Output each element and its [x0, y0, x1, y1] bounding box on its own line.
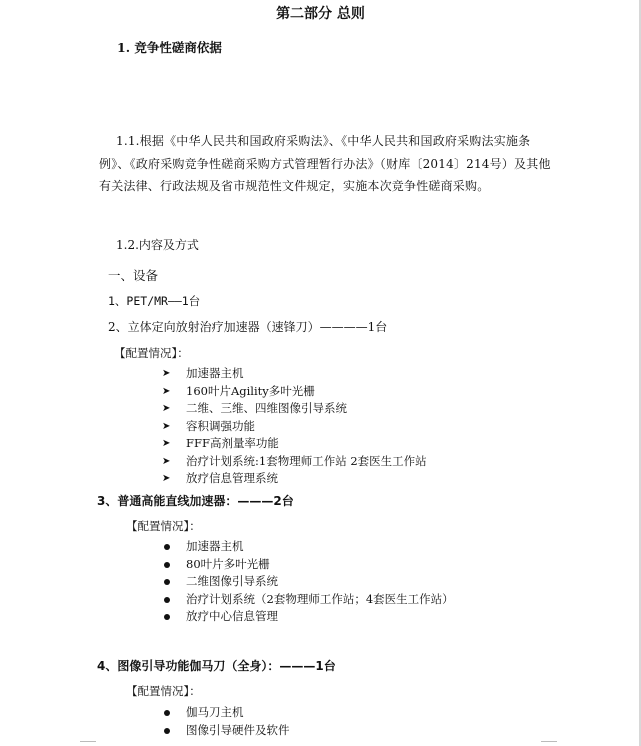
arrow-bullet-icon: ➤: [162, 438, 171, 449]
item-1: 1、PET/MR——1台: [108, 294, 201, 308]
config-label-item-4: 【配置情况】：: [126, 684, 201, 698]
list-item: ➤ 放疗信息管理系统: [162, 470, 427, 488]
item-2-config-list: [162, 365, 427, 488]
item-4: 4、图像引导功能伽马刀（全身）：———1台: [97, 659, 336, 673]
dot-bullet-icon: [164, 579, 170, 585]
list-item: 伽马刀主机: [162, 704, 290, 722]
list-item: 放疗中心信息管理: [162, 608, 454, 626]
page-corner-mark-right: [541, 741, 557, 746]
list-item: ➤ 160叶片Agility多叶光栅: [162, 383, 427, 401]
list-item: 图像引导硬件及软件: [162, 722, 290, 740]
paragraph-1-1: 1.1.根据《中华人民共和国政府采购法》、《中华人民共和国政府采购法实施条例》、《政府采购竞争性磋商采购方式管理暂行办法》（财库〔2014〕214号）及其他有关法律、行政法规及省市规范性文件规定，实施本次竞争性磋商采购。: [99, 134, 551, 193]
dot-bullet-icon: [164, 597, 170, 603]
list-item: ➤ 治疗计划系统:1套物理师工作站 2套医生工作站: [162, 453, 427, 471]
dot-bullet-icon: [164, 544, 170, 550]
page-corner-mark-left: [80, 741, 96, 746]
dot-bullet-icon: [164, 614, 170, 620]
arrow-bullet-icon: ➤: [162, 473, 171, 484]
list-item: ➤ 加速器主机: [162, 365, 427, 383]
arrow-bullet-icon: ➤: [162, 420, 171, 432]
list-item: ➤ 二维、三维、四维图像引导系统: [162, 400, 427, 418]
list-item: 加速器主机: [162, 538, 454, 556]
item-4-config-list: [162, 704, 290, 739]
equipment-heading: 一、设备: [108, 268, 159, 283]
arrow-bullet-icon: ➤: [162, 403, 171, 414]
config-label-item-2: 【配置情况】：: [114, 346, 189, 360]
item-3-config-list: [162, 538, 454, 626]
list-item: 80叶片多叶光栅: [162, 556, 454, 574]
dot-bullet-icon: [164, 728, 170, 734]
arrow-bullet-icon: ➤: [162, 368, 171, 379]
list-item: 治疗计划系统（2套物理师工作站；4套医生工作站）: [162, 591, 454, 609]
dot-bullet-icon: [164, 562, 170, 568]
item-2: 2、立体定向放射治疗加速器（速锋刀）————1台: [108, 320, 388, 334]
dot-bullet-icon: [164, 710, 170, 716]
section-heading-1: 1. 竞争性磋商依据: [117, 40, 222, 55]
arrow-bullet-icon: ➤: [162, 385, 171, 397]
section-heading-1-2: 1.2.内容及方式: [116, 238, 199, 252]
arrow-bullet-icon: ➤: [162, 455, 171, 467]
page-title: 第二部分 总则: [276, 6, 365, 22]
list-item: 二维图像引导系统: [162, 573, 454, 591]
list-item: ➤ FFF高剂量率功能: [162, 435, 427, 453]
config-label-item-3: 【配置情况】：: [126, 519, 201, 533]
item-3: 3、普通高能直线加速器：———2台: [97, 494, 294, 508]
list-item: ➤ 容积调强功能: [162, 418, 427, 436]
